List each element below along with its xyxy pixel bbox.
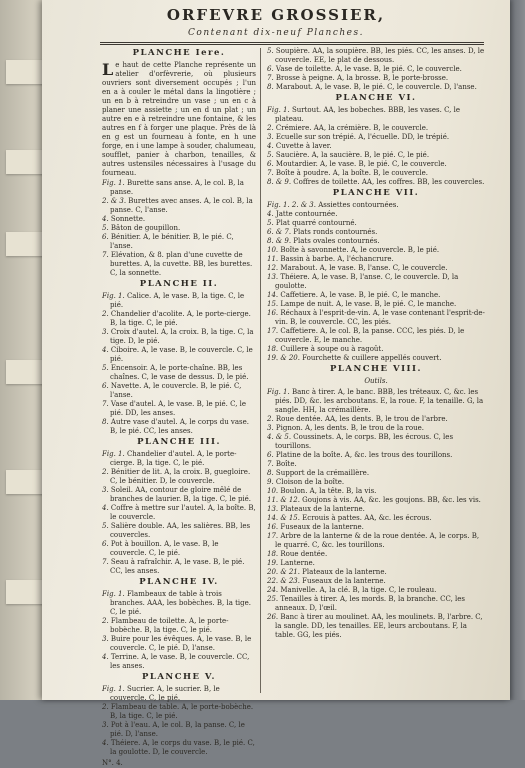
figure-description: Encensoir. A, le porte-chaîne. BB, les chaînes. C, le vase de dessus. D, le pié.: [110, 364, 249, 381]
figure-number: 25.: [267, 595, 281, 603]
figure-description: Arbre de la lanterne & de la roue dentée. A, le corps. B, le quarré. C, &c. les tourillons.: [275, 532, 480, 549]
figure-description: Roue dentée. AA, les dents. B, le trou de l'arbre.: [275, 415, 448, 423]
figure-entry: [267, 83, 485, 92]
figure-entry: [267, 478, 485, 487]
right-column: [267, 47, 485, 640]
figure-description: Surtout. AA, les bobeches. BBB, les vases. C, le plateau.: [275, 106, 461, 123]
figure-entry: [267, 595, 485, 613]
figure-entry: [267, 47, 485, 65]
figure-description: Théiere. A, le corps du vase. B, le pié. C, la goulotte. D, le couvercle.: [110, 739, 255, 756]
figure-number: 2.: [102, 617, 111, 625]
figure-description: Plats ovales contournés.: [293, 237, 380, 245]
figure-description: Coussinets. A, le corps. BB, les écrous. C, les tourillons.: [275, 433, 454, 450]
figure-description: Bâton de goupillon.: [110, 224, 181, 232]
figure-description: Soleil. AA, contour de gloire mêlé de branches de laurier. B, la tige. C, le pié.: [110, 486, 252, 503]
figure-number: 3.: [102, 486, 111, 494]
figure-number: 8.: [267, 83, 276, 91]
plate-section: [102, 578, 256, 671]
figure-number: 8. & 9.: [267, 237, 294, 245]
figure-description: Bénitier de lit. A, la croix. B, guegloire. C, le bénitier. D, le couvercle.: [110, 468, 251, 485]
figure-entry: [102, 310, 256, 328]
figure-number: 16.: [267, 309, 281, 317]
figure-description: Ciboire. A, le vase. B, le couvercle. C, le pié.: [110, 346, 253, 363]
figure-number: 2. & 3.: [102, 197, 129, 205]
figure-description: Assiettes contournées.: [318, 201, 399, 209]
figure-number: 3.: [102, 635, 111, 643]
figure-description: Banc à tirer. A, le banc. BBB, les tréteaux. C, &c. les piés. DD, &c. les arcboutans. E, la roue. F, la tenaille. G, la sangle. HH, la crémaillère.: [275, 388, 484, 414]
figure-number: Fig. 1.: [102, 685, 127, 693]
figure-number: 17.: [267, 327, 281, 335]
figure-entry: [102, 292, 256, 310]
figure-entry: [102, 233, 256, 251]
figure-description: Flambeau de table. A, le porte-bobèche. B, la tige. C, le pié.: [110, 703, 254, 720]
figure-description: Marabout. A, le vase. B, l'anse. C, le couvercle.: [280, 264, 448, 272]
figure-number: 10.: [267, 487, 281, 495]
plate-section: [267, 365, 485, 640]
figure-description: Pot à bouillon. A, le vase. B, le couvercle. C, le pié.: [110, 540, 219, 557]
figure-entry: [267, 291, 485, 300]
figure-number: 4.: [102, 739, 111, 747]
figure-entry: [267, 178, 485, 187]
figure-description: Pot à l'eau. A, le col. B, la panse. C, le pié. D, l'anse.: [110, 721, 245, 738]
figure-number: 6.: [267, 451, 276, 459]
figure-number: 24.: [267, 586, 281, 594]
figure-description: Boîte à savonnette. A, le couvercle. B, le pié.: [280, 246, 440, 254]
figure-description: Calice. A, le vase. B, la tige. C, le pié.: [110, 292, 245, 309]
figure-number: 12.: [267, 264, 281, 272]
figure-description: Salière double. AA, les salières. BB, les couvercles.: [110, 522, 251, 539]
figure-number: Fig. 1.: [102, 450, 127, 458]
figure-entry: [267, 568, 485, 577]
figure-entry: [102, 364, 256, 382]
figure-description: Fuseaux de la lanterne.: [302, 577, 386, 585]
figure-description: Bénitier. A, le bénitier. B, le pié. C, l'anse.: [110, 233, 234, 250]
figure-entry: [102, 739, 256, 757]
figure-description: Théiere. A, le vase. B, l'anse. C, le couvercle. D, la goulotte.: [275, 273, 459, 290]
figure-entry: [267, 532, 485, 550]
figure-entry: [102, 721, 256, 739]
figure-number: 7.: [102, 400, 111, 408]
figure-description: Plateaux de la lanterne.: [302, 568, 387, 576]
page-subtitle: Contenant dix-neuf Planches.: [188, 28, 364, 38]
figure-number: 6.: [267, 65, 276, 73]
figure-entry: [267, 327, 485, 345]
figure-description: Pignon. A, les dents. B, le trou de la roue.: [275, 424, 424, 432]
plate-heading: PLANCHE II.: [139, 279, 219, 289]
figure-entry: [267, 460, 485, 469]
figure-entry: [267, 133, 485, 142]
plate-heading: PLANCHE VI.: [335, 93, 417, 103]
figure-number: Fig. 1.: [267, 388, 292, 396]
figure-description: Terrine. A, le vase. B, le couvercle. CC, les anses.: [110, 653, 250, 670]
figure-entry: [267, 451, 485, 460]
figure-entry: [267, 124, 485, 133]
figure-entry: [102, 468, 256, 486]
figure-description: Plat quarré contourné.: [275, 219, 357, 227]
figure-number: 6.: [102, 382, 111, 390]
figure-entry: [267, 586, 485, 595]
figure-entry: [102, 197, 256, 215]
intro-text: e haut de cette Planche représente un atelier d'orfèvrerie, où plusieurs ouvriers sont diversement occupés ; l'un en a à couler le métal dans la lingotière ; un en b à retreindre un vase ; un en c à planer une assiette ; un en d un plat ; un autre en e à retreindre une fontaine, & les autres en f à forger une plaque. Près de là en g est un fourneau à fonte, en h une forge, en i une lampe à souder, chalumeau, soufflet, panier à charbon, tenailles, & autres ustensiles nécessaires à l'usage du fourneau.: [102, 61, 256, 177]
figure-entry: [267, 246, 485, 255]
left-column: [102, 47, 256, 768]
figure-number: 22. & 23.: [267, 577, 303, 585]
figure-number: 15.: [267, 300, 281, 308]
figure-number: 4.: [102, 346, 111, 354]
figure-description: Ecrouis à pattes. AA, &c. les écrous.: [302, 514, 432, 522]
figure-description: Banc à tirer au moulinet. AA, les moulinets. B, l'arbre. C, la sangle. DD, les tenailles. EE, leurs arcboutans. F, la table. GG, les piés.: [275, 613, 483, 639]
figure-number: 5.: [267, 47, 276, 55]
figure-entry: [102, 382, 256, 400]
figure-entry: [102, 328, 256, 346]
figure-description: Fourchette & cuillere appellés couvert.: [302, 354, 442, 362]
figure-entry: [267, 106, 485, 124]
figure-number: 7.: [267, 74, 276, 82]
figure-number: 10.: [267, 246, 281, 254]
plate-heading: PLANCHE IV.: [139, 577, 219, 587]
figure-description: Coffres de toilette. AA, les coffres. BB, les couvercles.: [293, 178, 485, 186]
figure-description: Vase de toilette. A, le vase. B, le pié. C, le couvercle.: [275, 65, 462, 73]
figure-entry: [102, 590, 256, 617]
figure-description: Crémiere. AA, la crémière. B, le couvercle.: [275, 124, 429, 132]
figure-entry: [267, 514, 485, 523]
figure-number: 11. & 12.: [267, 496, 303, 504]
figure-description: Burettes avec anses. A, le col. B, la panse. C, l'anse.: [110, 197, 253, 214]
figure-description: Boîte.: [275, 460, 297, 468]
figure-number: Fig. 1. 2. & 3.: [267, 201, 319, 209]
figure-entry: [267, 219, 485, 228]
figure-entry: [267, 388, 485, 415]
figure-entry: [267, 577, 485, 586]
figure-entry: [267, 487, 485, 496]
figure-number: 5.: [267, 151, 276, 159]
figure-entry: [267, 65, 485, 74]
figure-description: Coffre à mettre sur l'autel. A, la boîte. B, le couvercle.: [110, 504, 256, 521]
figure-entry: [267, 300, 485, 309]
figure-description: Marabout. A, le vase. B, le pié. C, le couvercle. D, l'anse.: [275, 83, 477, 91]
figure-number: 3.: [102, 721, 111, 729]
figure-entry: [267, 345, 485, 354]
figure-entry: [102, 486, 256, 504]
figure-description: Soupière. AA, la soupière. BB, les piés. CC, les anses. D, le couvercle. EE, le plat de dessous.: [275, 47, 485, 64]
figure-description: Flambeau de toilette. A, le porte-bobèche. B, la tige. C, le pié.: [110, 617, 229, 634]
figure-description: Cuvette à laver.: [275, 142, 332, 150]
figure-number: Fig. 1.: [102, 292, 127, 300]
figure-number: 5.: [102, 224, 111, 232]
figure-entry: [102, 653, 256, 671]
figure-number: 4.: [102, 504, 111, 512]
figure-description: Cloison de la boîte.: [275, 478, 345, 486]
figure-number: 8.: [102, 418, 111, 426]
figure-entry: [267, 309, 485, 327]
figure-number: 18.: [267, 550, 281, 558]
plate-heading: PLANCHE Iere.: [132, 48, 226, 58]
figure-description: Tenailles à tirer. A, les mords. B, la branche. CC, les anneaux. D, l'œil.: [275, 595, 466, 612]
figure-description: Ecuelle sur son trépié. A, l'écuelle. DD, le trépié.: [275, 133, 450, 141]
figure-description: Flambeaux de table à trois branches. AAA, les bobèches. B, la tige. C, le pié.: [110, 590, 252, 616]
figure-description: Brosse à peigne. A, la brosse. B, le porte-brosse.: [275, 74, 449, 82]
figure-description: Platine de la boîte. A, &c. les trous des tourillons.: [275, 451, 453, 459]
figure-description: Chandelier d'acolite. A, le porte-cierge. B, la tige. C, le pié.: [110, 310, 251, 327]
figure-number: Fig. 1.: [102, 179, 127, 187]
figure-description: Réchaux à l'esprit-de-vin. A, le vase contenant l'esprit-de-vin. B, le couvercle. CC, les piés.: [275, 309, 485, 326]
figure-entry: [267, 354, 485, 363]
figure-entry: [267, 255, 485, 264]
figure-description: Caffetiere. A, le col. B, la panse. CCC, les piés. D, le couvercle. E, le manche.: [275, 327, 465, 344]
figure-entry: [267, 550, 485, 559]
figure-description: Seau à rafraîchir. A, le vase. B, le pié. CC, les anses.: [110, 558, 245, 575]
figure-entry: [102, 703, 256, 721]
figure-entry: [102, 215, 256, 224]
figure-number: 6. & 7.: [267, 228, 294, 236]
figure-number: 4.: [267, 142, 276, 150]
figure-entry: [102, 346, 256, 364]
plate-section: [102, 280, 256, 436]
figure-entry: [267, 433, 485, 451]
figure-number: 7.: [102, 251, 111, 259]
figure-number: 2.: [267, 415, 276, 423]
figure-entry: [267, 273, 485, 291]
figure-description: Elévation, & 8. plan d'une cuvette de burettes. A, la cuvette. BB, les burettes. C, la sonnette.: [110, 251, 253, 277]
figure-number: 3.: [267, 133, 276, 141]
figure-entry: [102, 224, 256, 233]
figure-description: Burette sans anse. A, le col. B, la panse.: [110, 179, 244, 196]
plate-section: [102, 673, 256, 757]
figure-entry: [102, 617, 256, 635]
figure-entry: [267, 142, 485, 151]
plate-section: [267, 47, 485, 92]
figure-description: Navette. A, le couvercle. B, le pié. C, l'anse.: [110, 382, 242, 399]
figure-number: 8. & 9.: [267, 178, 294, 186]
figure-entry: [267, 613, 485, 640]
figure-description: Cuillere à soupe ou à ragoût.: [280, 345, 384, 353]
plate-section: [102, 438, 256, 576]
figure-entry: [102, 251, 256, 278]
figure-entry: [267, 74, 485, 83]
figure-entry: [267, 237, 485, 246]
figure-description: Moutardier. A, le vase. B, le pié. C, le couvercle.: [275, 160, 447, 168]
figure-entry: [102, 540, 256, 558]
figure-number: 18.: [267, 345, 281, 353]
figure-entry: [267, 160, 485, 169]
figure-number: 2.: [102, 468, 111, 476]
figure-entry: [267, 415, 485, 424]
figure-description: Jatte contournée.: [275, 210, 338, 218]
figure-number: 4.: [102, 215, 111, 223]
figure-number: 26.: [267, 613, 281, 621]
plate-subheading: Outils.: [364, 377, 388, 385]
figure-number: 20. & 21.: [267, 568, 303, 576]
figure-description: Support de la crémaillère.: [275, 469, 370, 477]
figure-number: 7.: [102, 558, 111, 566]
figure-description: Croix d'autel. A, la croix. B, la tige. C, la tige. D, le pié.: [110, 328, 254, 345]
plate-heading: PLANCHE VII.: [332, 188, 420, 198]
figure-number: 8.: [267, 469, 276, 477]
figure-number: Fig. 1.: [102, 590, 127, 598]
figure-number: 5.: [102, 522, 111, 530]
drop-cap: L: [102, 60, 114, 79]
page-title: ORFEVRE GROSSIER,: [166, 6, 386, 24]
plate-heading: PLANCHE VIII.: [330, 364, 422, 374]
figure-entry: [267, 505, 485, 514]
figure-entry: [102, 179, 256, 197]
figure-entry: [267, 201, 485, 210]
figure-number: 2.: [102, 703, 111, 711]
figure-description: Plateaux de la lanterne.: [280, 505, 365, 513]
figure-description: Boulon. A, la tête. B, la vis.: [280, 487, 377, 495]
figure-entry: [267, 469, 485, 478]
column-divider: [260, 48, 261, 693]
plate-section: [267, 189, 485, 363]
plate-section: [267, 94, 485, 187]
figure-description: Autre vase d'autel. A, le corps du vase. B, le pié. CC, les anses.: [110, 418, 250, 435]
figure-description: Lampe de nuit. A, le vase. B, le pié. C, le manche.: [280, 300, 457, 308]
plate-heading: PLANCHE V.: [141, 672, 217, 682]
figure-number: 13.: [267, 505, 281, 513]
figure-entry: [267, 496, 485, 505]
figure-number: 6.: [102, 540, 111, 548]
figure-entry: [267, 264, 485, 273]
figure-entry: [267, 210, 485, 219]
figure-description: Sucrier. A, le sucrier. B, le couvercle. C, le pié.: [110, 685, 220, 702]
figure-number: 5.: [267, 219, 276, 227]
figure-description: Saucière. A, la saucière. B, le pié. C, le pié.: [275, 151, 430, 159]
figure-entry: [102, 418, 256, 436]
figure-entry: [267, 424, 485, 433]
figure-number: 16.: [267, 523, 281, 531]
figure-entry: [102, 504, 256, 522]
figure-number: 3.: [267, 424, 276, 432]
figure-number: 7.: [267, 169, 276, 177]
figure-number: 19. & 20.: [267, 354, 303, 362]
figure-number: 2.: [102, 310, 111, 318]
figure-number: 7.: [267, 460, 276, 468]
figure-number: 14. & 15.: [267, 514, 303, 522]
figure-description: Boîte à poudre. A, la boîte. B, le couvercle.: [275, 169, 429, 177]
title-rule: [100, 42, 484, 45]
figure-description: Lanterne.: [280, 559, 315, 567]
plate-intro: [102, 61, 256, 178]
figure-description: Vase d'autel. A, le vase. B, le pié. C, le pié. DD, les anses.: [110, 400, 247, 417]
figure-number: Fig. 1.: [267, 106, 292, 114]
figure-description: Manivelle. A, la clé. B, la tige. C, le rouleau.: [280, 586, 437, 594]
document-sheet: [42, 0, 510, 767]
figure-number: 4.: [102, 653, 111, 661]
figure-entry: [102, 522, 256, 540]
figure-number: 13.: [267, 273, 281, 281]
figure-entry: [102, 558, 256, 576]
figure-number: 19.: [267, 559, 281, 567]
figure-number: 9.: [267, 478, 276, 486]
figure-number: 11.: [267, 255, 281, 263]
figure-number: 4.: [267, 210, 276, 218]
page-mark: N°. 4.: [102, 759, 123, 767]
figure-number: 14.: [267, 291, 281, 299]
figure-description: Bassin à barbe. A, l'échancrure.: [280, 255, 394, 263]
figure-entry: [102, 635, 256, 653]
figure-entry: [267, 559, 485, 568]
figure-description: Chandelier d'autel. A, le porte-cierge. B, la tige. C, le pié.: [110, 450, 237, 467]
figure-description: Roue dentée.: [280, 550, 328, 558]
figure-entry: [267, 523, 485, 532]
figure-entry: [102, 400, 256, 418]
figure-number: 17.: [267, 532, 281, 540]
figure-description: Plats ronds contournés.: [293, 228, 378, 236]
figure-number: 6.: [102, 233, 111, 241]
plate-section: [102, 49, 256, 278]
figure-description: Buire pour les évêques. A, le vase. B, le couvercle. C, le pié. D, l'anse.: [110, 635, 252, 652]
figure-number: 2.: [267, 124, 276, 132]
figure-description: Fuseaux de la lanterne.: [280, 523, 364, 531]
figure-entry: [102, 450, 256, 468]
figure-entry: [267, 169, 485, 178]
figure-description: Goujons à vis. AA, &c. les goujons. BB, &c. les vis.: [302, 496, 481, 504]
figure-number: 3.: [102, 328, 111, 336]
figure-description: Sonnette.: [110, 215, 146, 223]
figure-number: 4. & 5.: [267, 433, 294, 441]
figure-entry: [102, 685, 256, 703]
plate-heading: PLANCHE III.: [137, 437, 221, 447]
figure-entry: [267, 228, 485, 237]
figure-number: 6.: [267, 160, 276, 168]
figure-entry: [267, 151, 485, 160]
figure-number: 5.: [102, 364, 111, 372]
figure-description: Caffetiere. A, le vase. B, le pié. C, le manche.: [280, 291, 441, 299]
